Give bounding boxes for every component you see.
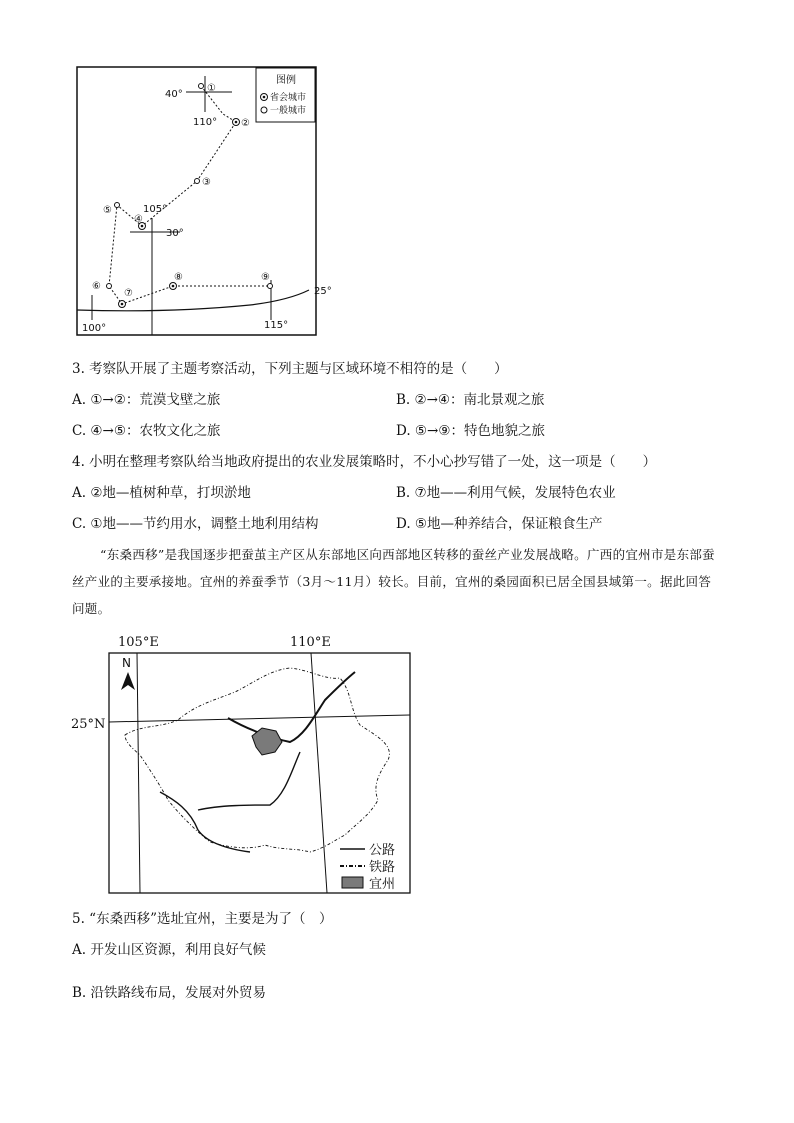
- lon-label-105: 105°: [143, 204, 168, 215]
- q4-option-a[interactable]: A. ②地—植树种草，打坝淤地: [72, 485, 251, 501]
- point-label-7: ⑦: [124, 288, 133, 299]
- lat-label-25n: 25°N: [71, 717, 106, 732]
- map2-legend: [340, 843, 395, 892]
- q3-stem: 3. 考察队开展了主题考察活动，下列主题与区域环境不相符的是（ ）: [72, 361, 508, 377]
- yizhou-area: [252, 728, 282, 755]
- lon-label-110e: 110°E: [290, 635, 331, 650]
- lon-label-115: 115°: [264, 320, 289, 331]
- lon-label-105e: 105°E: [118, 635, 159, 650]
- q3-option-c[interactable]: C. ④→⑤：农牧文化之旅: [72, 423, 221, 439]
- route-map: [0, 0, 794, 345]
- svg-text:N: N: [122, 656, 131, 670]
- q5-option-a[interactable]: A. 开发山区资源，利用良好气候: [72, 942, 266, 958]
- q4-option-d[interactable]: D. ⑤地—种养结合，保证粮食生产: [396, 516, 603, 532]
- point-label-6: ⑥: [92, 281, 101, 292]
- q5-stem: 5. “东桑西移”选址宜州，主要是为了（ ）: [72, 911, 333, 927]
- lat-label-30: 30°: [166, 228, 184, 239]
- lat-label-25: 25°: [314, 286, 332, 297]
- point-label-2: ②: [241, 118, 250, 129]
- legend-railway: 铁路: [369, 860, 396, 875]
- capital-point-8-icon: [170, 283, 177, 290]
- q3-option-b[interactable]: B. ②→④：南北景观之旅: [396, 392, 545, 408]
- point-label-4: ④: [134, 214, 143, 225]
- q4-option-c[interactable]: C. ①地——节约用水，调整土地利用结构: [72, 516, 319, 532]
- point-label-5: ⑤: [103, 205, 112, 216]
- lon-label-100: 100°: [82, 323, 107, 334]
- legend-capital-label: 省会城市: [270, 93, 307, 103]
- north-arrow-icon: [121, 656, 135, 690]
- railway-line: [228, 672, 355, 742]
- q5-option-b[interactable]: B. 沿铁路线布局，发展对外贸易: [72, 985, 267, 1001]
- q4-stem: 4. 小明在整理考察队给当地政府提出的农业发展策略时，不小心抄写错了一处，这一项是（ ）: [72, 454, 657, 470]
- lat-label-40: 40°: [165, 89, 183, 100]
- reading-passage: “东桑西移”是我国逐步把蚕茧主产区从东部地区向西部地区转移的蚕丝产业发展战略。广西的宜州市是东部蚕丝产业的主要承接地。宜州的养蚕季节（3月～11月）较长。目前，宜州的桑园面积已居全国县域第一。据此回答问题。: [72, 547, 715, 616]
- q3-option-a[interactable]: A. ①→②：荒漠戈壁之旅: [72, 392, 221, 408]
- point-label-1: ①: [207, 83, 216, 94]
- capital-point-2-icon: [233, 119, 240, 126]
- legend-title: 图例: [276, 75, 296, 86]
- legend-road: 公路: [369, 843, 396, 858]
- map-legend: [256, 68, 315, 122]
- q4-option-b[interactable]: B. ⑦地——利用气候，发展特色农业: [396, 485, 616, 501]
- legend-city-label: 一般城市: [270, 106, 307, 116]
- road-line: [160, 752, 300, 852]
- yizhou-map: [0, 630, 794, 900]
- lon-label-110: 110°: [193, 117, 218, 128]
- point-label-3: ③: [202, 177, 211, 188]
- point-label-9: ⑨: [261, 272, 270, 283]
- legend-yizhou: 宜州: [369, 877, 396, 892]
- capital-point-7-icon: [119, 301, 126, 308]
- province-boundary: [125, 668, 389, 852]
- q3-option-d[interactable]: D. ⑤→⑨：特色地貌之旅: [396, 423, 545, 439]
- point-label-8: ⑧: [174, 272, 183, 283]
